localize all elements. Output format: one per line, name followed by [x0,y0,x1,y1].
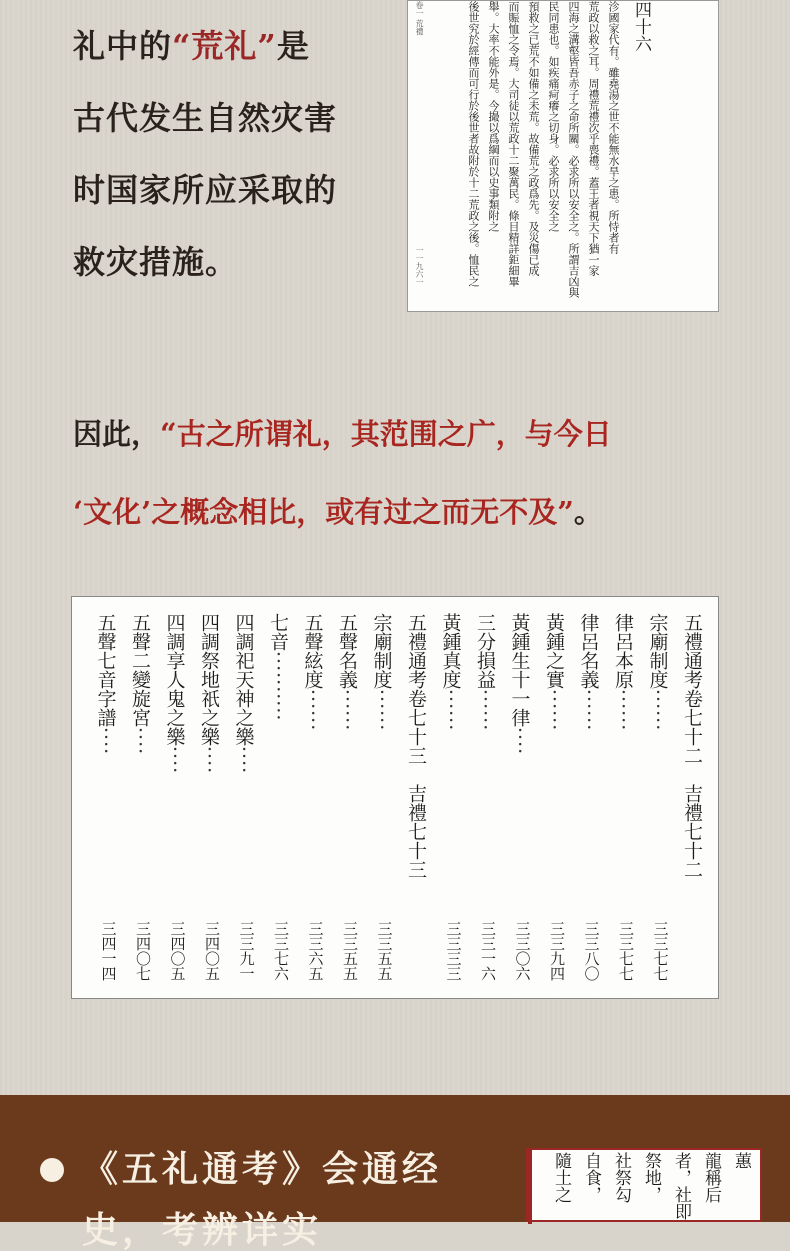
toc-page-number: 三三〇六 [513,921,532,981]
toc-page-number: 三四〇五 [203,921,221,981]
quote-red-2: ‘文化’之概念相比，或有过之而无不及” [73,495,574,529]
toc-entry [300,613,327,993]
intro-line [73,82,383,154]
toc-page-number: 三三七六 [272,921,290,981]
page-text-column: 蕙 [731,1152,751,1169]
section-subtitle [82,1209,382,1251]
toc-entry-title: 律呂本原 [612,613,634,689]
page-text-column: 民同患也。如疾痛疴癢之切身。必求所以安全之 [547,1,560,232]
toc-entry-title: 黃鍾真度 [439,613,462,689]
intro-text-segment: 古代发生自然灾害 [73,99,338,137]
toc-page-number: 三三八〇 [582,921,601,981]
toc-entry [610,613,637,993]
intro-text-segment: 救灾措施。 [73,243,239,281]
quote-line-1 [73,395,733,473]
page-red-border [528,1150,532,1224]
toc-entry-title: 五聲七音字譜 [94,613,117,727]
page-text-column: 自食， [581,1152,601,1203]
toc-page-number: 三四〇五 [168,921,187,981]
quote-red-1: “古之所谓礼，其范围之广，与今日 [160,417,612,451]
toc-leader-dots: ···· [163,746,186,775]
page-text-column: 社祭勾 [611,1152,631,1203]
toc-entry-title: 宗廟制度 [646,613,669,689]
page-text-column: 龍稱后 [701,1152,721,1203]
toc-entry [472,613,499,993]
toc-leader-dots: ······ [577,689,600,732]
toc-page-number: 三三一六 [479,921,497,981]
toc-leader-dots: ···· [508,727,531,756]
intro-line [73,10,383,82]
page-text-column: 隨土之 [551,1152,571,1203]
toc-volume-heading [679,613,706,993]
toc-page-number: 三三五五 [341,921,359,981]
toc-volume-heading [403,613,430,993]
toc-entry-title: 四調祀天神之樂 [232,613,255,746]
bullet-dot-icon [40,1158,64,1182]
toc-leader-dots: ······ [646,689,669,732]
toc-entry [127,613,154,993]
toc-entry [541,613,568,993]
toc-entry-title: 律呂名義 [577,613,600,689]
toc-leader-dots: ···· [232,746,255,775]
toc-entry [196,613,223,993]
toc-page-number: 三三七七 [651,921,670,981]
toc-leader-dots: ······ [301,689,324,732]
toc-entry-title: 五聲名義 [336,613,358,689]
book-page-scan-3 [526,1148,762,1222]
toc-leader-dots: ······ [474,689,496,732]
intro-text-segment: 礼中的 [73,27,173,65]
intro-line [73,154,383,226]
toc-entry-title: 黃鍾之實 [543,613,565,689]
toc-page-number: 三三九四 [548,921,566,981]
toc-leader-dots: ······ [612,689,634,732]
page-text-column: 沴國家代有。雖堯湯之世不能無水旱之患。所恃者有 [607,1,620,254]
toc-leader-dots: ······ [439,689,462,732]
intro-line [73,226,383,298]
toc-leader-dots: ···· [129,727,151,756]
toc-entry [231,613,258,993]
toc-entry-title: 五聲絃度 [301,613,324,689]
toc-entry-title: 四調祭地祇之樂 [198,613,220,746]
page-text-column: 四海之溝壑皆吾赤子之命所關。必求所以安全之。所謂吉凶與 [567,1,580,298]
page-side-label: 卷一 荒禮 [415,1,424,36]
toc-entry-title: 七音 [267,613,289,651]
page-text-column: 後世究於經傳而可行於後世者故附於十二荒政之後。恤民之 [467,1,480,287]
toc-page-number: 三四一四 [99,921,118,981]
toc-page-number: 三三九一 [237,921,256,981]
intro-text-segment: 时国家所应采取的 [73,171,338,209]
toc-entry-title: 四調享人鬼之樂 [163,613,186,746]
toc-leader-dots: ······ [336,689,358,732]
page-text-column: 預救之已荒不如備之未荒。故備荒之政爲先。及災傷已成 [527,1,540,276]
toc-page-number: 三三五五 [375,921,394,981]
toc-entry-title: 五禮通考卷七十三 吉禮七十三 [405,613,427,879]
page-text-column: 舉。大率不能外是。今撮以爲綱而以史事類附之 [487,1,500,232]
page-text-column: 荒政以救之耳。周禮荒禮次乎喪禮。蓋王者視天下猶一家 [587,1,600,276]
toc-page-number: 三三三三 [444,921,463,981]
toc-leader-dots: ·········· [267,651,289,722]
toc-entry [645,613,672,993]
toc-leader-dots: ······ [370,689,393,732]
page-text-column: 而賑恤之令焉。大司徒以荒政十二聚萬民。條目精詳鉅細畢 [507,1,520,287]
toc-leader-dots: ···· [94,727,117,756]
page-text-column: 祭地， [641,1152,661,1203]
quote-prefix: 因此， [73,417,161,451]
section-subtitle-text: 史，考辨详实 [82,1209,323,1251]
intro-text [73,10,383,298]
toc-entry [162,613,189,993]
toc-page-scan [71,596,719,999]
toc-entry [576,613,603,993]
quote-suffix: 。 [573,495,603,529]
toc-entry [93,613,120,993]
book-page-scan-1 [407,0,719,312]
page-header-number: 四十六 [631,1,651,52]
intro-text-segment: 是 [276,27,310,65]
toc-entry [265,613,292,993]
toc-leader-dots: ······ [543,689,565,732]
toc-entry-title: 黃鍾生十一律 [508,613,531,727]
toc-entry [334,613,361,993]
toc-entry-title: 五聲二變旋宮 [129,613,151,727]
toc-page-number: 三三七七 [617,921,635,981]
toc-leader-dots: ···· [198,746,220,775]
quote-line-2 [73,473,733,551]
page-number: 一一九六一 [415,246,424,286]
toc-entry-title: 宗廟制度 [370,613,393,689]
toc-entry [438,613,465,993]
section-title: 《五礼通考》会通经 [82,1148,443,1190]
quote-block [73,395,733,551]
toc-page-number: 三三六五 [306,921,325,981]
toc-page-number: 三四〇七 [134,921,152,981]
toc-entry-title: 五禮通考卷七十二 吉禮七十二 [681,613,703,879]
toc-entry [369,613,396,993]
intro-highlight: “荒礼” [172,27,277,65]
toc-entry-title: 三分損益 [474,613,496,689]
toc-entry [507,613,534,993]
page-text-column: 者，社即 [671,1152,691,1220]
